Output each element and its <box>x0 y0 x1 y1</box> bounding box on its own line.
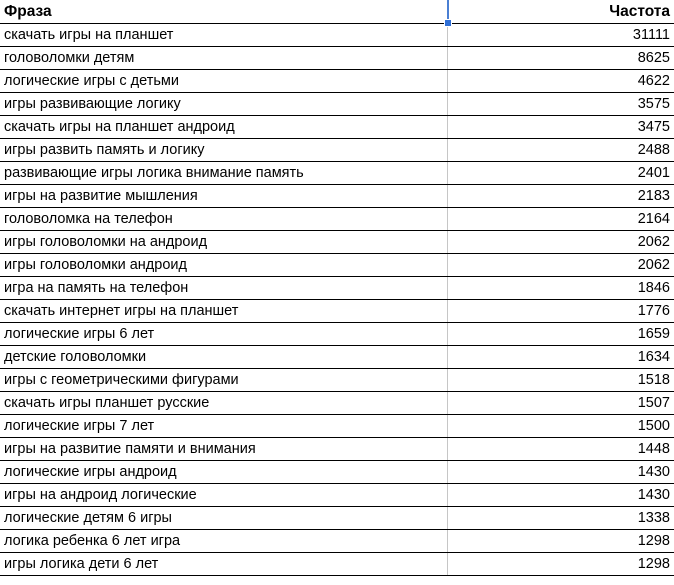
phrase-cell[interactable]: логические игры 7 лет <box>0 415 447 438</box>
table-row <box>0 93 674 116</box>
frequency-cell[interactable]: 2164 <box>447 208 674 231</box>
frequency-cell[interactable]: 1518 <box>447 369 674 392</box>
frequency-cell[interactable]: 1776 <box>447 300 674 323</box>
table-row <box>0 530 674 553</box>
phrase-cell[interactable]: скачать интернет игры на планшет <box>0 300 447 323</box>
phrase-cell[interactable]: головоломка на телефон <box>0 208 447 231</box>
phrase-cell[interactable]: скачать игры на планшет <box>0 24 447 47</box>
frequency-cell[interactable]: 1298 <box>447 530 674 553</box>
phrase-cell[interactable]: логические детям 6 игры <box>0 507 447 530</box>
phrase-cell[interactable]: игры головоломки андроид <box>0 254 447 277</box>
frequency-cell[interactable]: 2183 <box>447 185 674 208</box>
frequency-cell[interactable]: 4622 <box>447 70 674 93</box>
phrase-cell[interactable]: логика ребенка 6 лет игра <box>0 530 447 553</box>
phrase-cell[interactable]: детские головоломки <box>0 346 447 369</box>
table-row <box>0 369 674 392</box>
table-row <box>0 254 674 277</box>
phrase-cell[interactable]: игра на память на телефон <box>0 277 447 300</box>
header-row <box>0 0 674 24</box>
frequency-cell[interactable]: 2062 <box>447 231 674 254</box>
table-row <box>0 507 674 530</box>
table-row <box>0 277 674 300</box>
table-row <box>0 553 674 576</box>
table-row <box>0 139 674 162</box>
frequency-cell[interactable]: 2062 <box>447 254 674 277</box>
table-row <box>0 346 674 369</box>
table-row <box>0 323 674 346</box>
table-row <box>0 24 674 47</box>
phrase-cell[interactable]: игры на развитие мышления <box>0 185 447 208</box>
phrase-cell[interactable]: игры развить память и логику <box>0 139 447 162</box>
table-row <box>0 415 674 438</box>
table-row <box>0 461 674 484</box>
phrase-cell[interactable]: игры с геометрическими фигурами <box>0 369 447 392</box>
table-row <box>0 185 674 208</box>
frequency-cell[interactable]: 1338 <box>447 507 674 530</box>
phrase-cell[interactable]: игры развивающие логику <box>0 93 447 116</box>
frequency-cell[interactable]: 1430 <box>447 484 674 507</box>
phrase-cell[interactable]: головоломки детям <box>0 47 447 70</box>
table-body <box>0 24 674 576</box>
table-row <box>0 116 674 139</box>
table-row <box>0 208 674 231</box>
phrase-cell[interactable]: скачать игры планшет русские <box>0 392 447 415</box>
frequency-cell[interactable]: 2488 <box>447 139 674 162</box>
frequency-cell[interactable]: 1298 <box>447 553 674 576</box>
frequency-cell[interactable]: 3575 <box>447 93 674 116</box>
frequency-cell[interactable]: 8625 <box>447 47 674 70</box>
phrase-cell[interactable]: игры логика дети 6 лет <box>0 553 447 576</box>
frequency-cell[interactable]: 1507 <box>447 392 674 415</box>
table-row <box>0 392 674 415</box>
table-row <box>0 231 674 254</box>
frequency-cell[interactable]: 2401 <box>447 162 674 185</box>
column-header-frequency[interactable]: Частота <box>447 0 674 24</box>
frequency-cell[interactable]: 31111 <box>447 24 674 47</box>
phrase-cell[interactable]: логические игры андроид <box>0 461 447 484</box>
frequency-cell[interactable]: 3475 <box>447 116 674 139</box>
frequency-cell[interactable]: 1448 <box>447 438 674 461</box>
frequency-cell[interactable]: 1634 <box>447 346 674 369</box>
frequency-cell[interactable]: 1500 <box>447 415 674 438</box>
frequency-cell[interactable]: 1846 <box>447 277 674 300</box>
phrase-cell[interactable]: развивающие игры логика внимание память <box>0 162 447 185</box>
frequency-cell[interactable]: 1430 <box>447 461 674 484</box>
table-row <box>0 47 674 70</box>
fill-handle[interactable] <box>444 19 452 27</box>
table-row <box>0 300 674 323</box>
table-row <box>0 70 674 93</box>
frequency-cell[interactable]: 1659 <box>447 323 674 346</box>
column-header-phrase[interactable]: Фраза <box>0 0 447 24</box>
phrase-cell[interactable]: игры головоломки на андроид <box>0 231 447 254</box>
table-row <box>0 438 674 461</box>
phrase-cell[interactable]: логические игры с детьми <box>0 70 447 93</box>
table-row <box>0 484 674 507</box>
phrase-cell[interactable]: игры на развитие памяти и внимания <box>0 438 447 461</box>
phrase-cell[interactable]: скачать игры на планшет андроид <box>0 116 447 139</box>
phrase-cell[interactable]: игры на андроид логические <box>0 484 447 507</box>
table-row <box>0 162 674 185</box>
phrase-cell[interactable]: логические игры 6 лет <box>0 323 447 346</box>
